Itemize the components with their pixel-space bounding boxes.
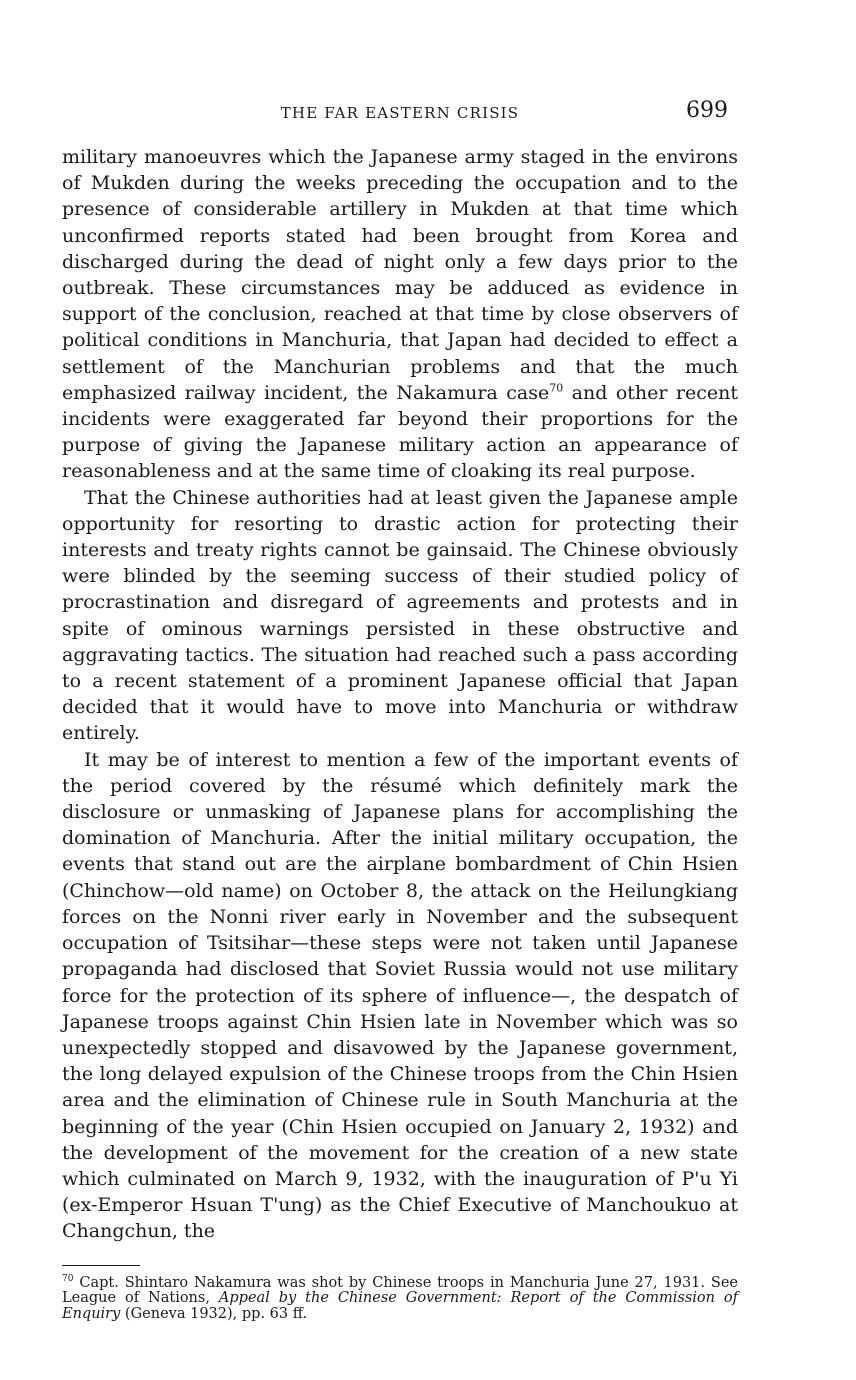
footnote <box>62 1273 739 1323</box>
page-number: 699 <box>686 98 728 123</box>
footnote-text-a: Capt. Shintaro Nakamura was shot by Chinese troops in Manchuria June 27, 1931. See League of Nations, <box>62 1274 738 1307</box>
footnote-cited-title: Appeal by the Chinese Government: Report of the Commission of Enquiry <box>62 1290 739 1322</box>
paragraph-2: That the Chinese authorities had at least given the Japanese ample opportunity for resorting to drastic action for protecting their interests and treaty rights cannot be gainsaid. The Chinese obviously were blinded by the seeming success of their studied policy of procrastination and disregard of agreements and protests and in spite of ominous warnings persisted in these obstructive and aggravating tactics. The situation had reached such a pass according to a recent statement of a prominent Japanese official that Japan decided that it would have to move into Manchuria or withdraw entirely. <box>62 486 738 745</box>
running-head: THE FAR EASTERN CRISIS <box>280 104 520 122</box>
page <box>62 98 738 1322</box>
footnote-divider <box>62 1265 140 1266</box>
footnote-marker: 70 <box>62 1273 74 1284</box>
body-text <box>62 144 738 1245</box>
paragraph-1-text-b: and other recent incidents were exaggerated far beyond their proportions for the purpose of giving the Japanese military action an appearance of reasonableness and at the same time of cloaking its real purpose. <box>62 381 738 483</box>
paragraph-1 <box>62 144 738 485</box>
paragraph-1-text-a: military manoeuvres which the Japanese army staged in the environs of Mukden during the weeks preceding the occupation and to the presence of considerable artillery in Mukden at that time which unconfirmed reports stated had been brought from Korea and discharged during the dead of night only a few days prior to the outbreak. These circumstances may be adduced as evidence in support of the conclusion, reached at that time by close observers of political conditions in Manchuria, that Japan had decided to effect a settlement of the Manchurian problems and that the much emphasized railway incident, the Nakamura case <box>62 146 738 404</box>
page-header <box>62 98 738 132</box>
paragraph-3: It may be of interest to mention a few of the important events of the period covered by the résumé which definitely mark the disclosure or unmasking of Japanese plans for accomplishing the domination of Manchuria. After the initial military occupation, the events that stand out are the airplane bombardment of Chin Hsien (Chinchow—old name) on October 8, the attack on the Heilungkiang forces on the Nonni river early in November and the subsequent occupation of Tsitsihar—these steps were not taken until Japanese propaganda had disclosed that Soviet Russia would not use military force for the protection of its sphere of influence—, the despatch of Japanese troops against Chin Hsien late in November which was so unexpectedly stopped and disavowed by the Japanese government, the long delayed expulsion of the Chinese troops from the Chin Hsien area and the elimination of Chinese rule in South Manchuria at the beginning of the year (Chin Hsien occupied on January 2, 1932) and the development of the movement for the creation of a new state which culminated on March 9, 1932, with the inauguration of P'u Yi (ex-Emperor Hsuan T'ung) as the Chief Executive of Manchoukuo at Changchun, the <box>62 748 738 1243</box>
footnote-text-b: (Geneva 1932), pp. 63 ff. <box>120 1305 308 1322</box>
footnote-reference: 70 <box>549 381 564 395</box>
